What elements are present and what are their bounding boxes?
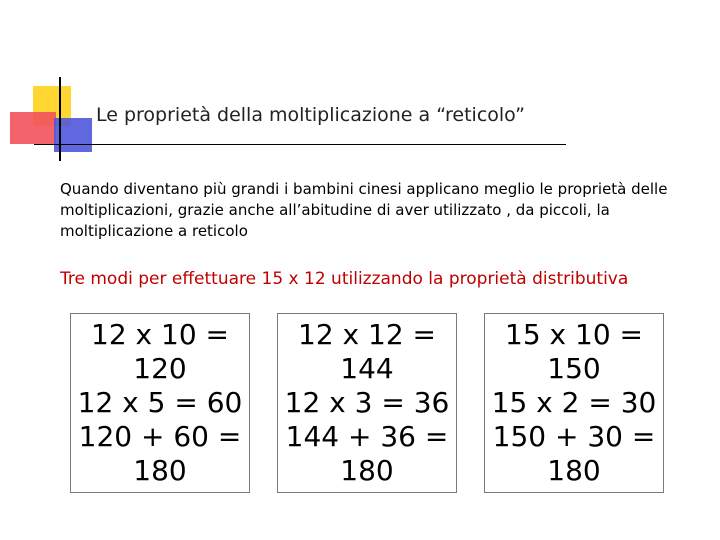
decor-red-square	[10, 112, 56, 144]
calc-line: 150 + 30 =	[492, 420, 656, 453]
calc-line: 180	[133, 454, 187, 487]
calculation-box-1	[70, 313, 250, 493]
calc-line: 12 x 5 = 60	[77, 386, 243, 419]
calc-line: 120	[133, 352, 187, 385]
calc-line: 180	[340, 454, 394, 487]
calculation-box-2	[277, 313, 457, 493]
calc-line: 180	[547, 454, 601, 487]
calc-line: 15 x 2 = 30	[491, 386, 657, 419]
methods-heading: Tre modi per effettuare 15 x 12 utilizzando la proprietà distributiva	[60, 269, 629, 289]
calc-line: 12 x 3 = 36	[284, 386, 450, 419]
intro-paragraph: Quando diventano più grandi i bambini cinesi applicano meglio le proprietà delle moltiplicazioni, grazie anche all’abitudine di aver utilizzato , da piccoli, la moltiplicazione a reticolo	[60, 180, 668, 240]
calc-line: 150	[547, 352, 601, 385]
calc-line: 120 + 60 =	[78, 420, 242, 453]
calc-line: 15 x 10 =	[505, 318, 643, 351]
decor-vertical-line	[59, 77, 61, 161]
title-underline	[34, 144, 566, 145]
calc-line: 12 x 10 =	[91, 318, 229, 351]
calc-line: 12 x 12 =	[298, 318, 436, 351]
slide-title: Le proprietà della moltiplicazione a “reticolo”	[96, 104, 525, 126]
calculation-box-3	[484, 313, 664, 493]
calc-line: 144 + 36 =	[285, 420, 449, 453]
calc-line: 144	[340, 352, 394, 385]
